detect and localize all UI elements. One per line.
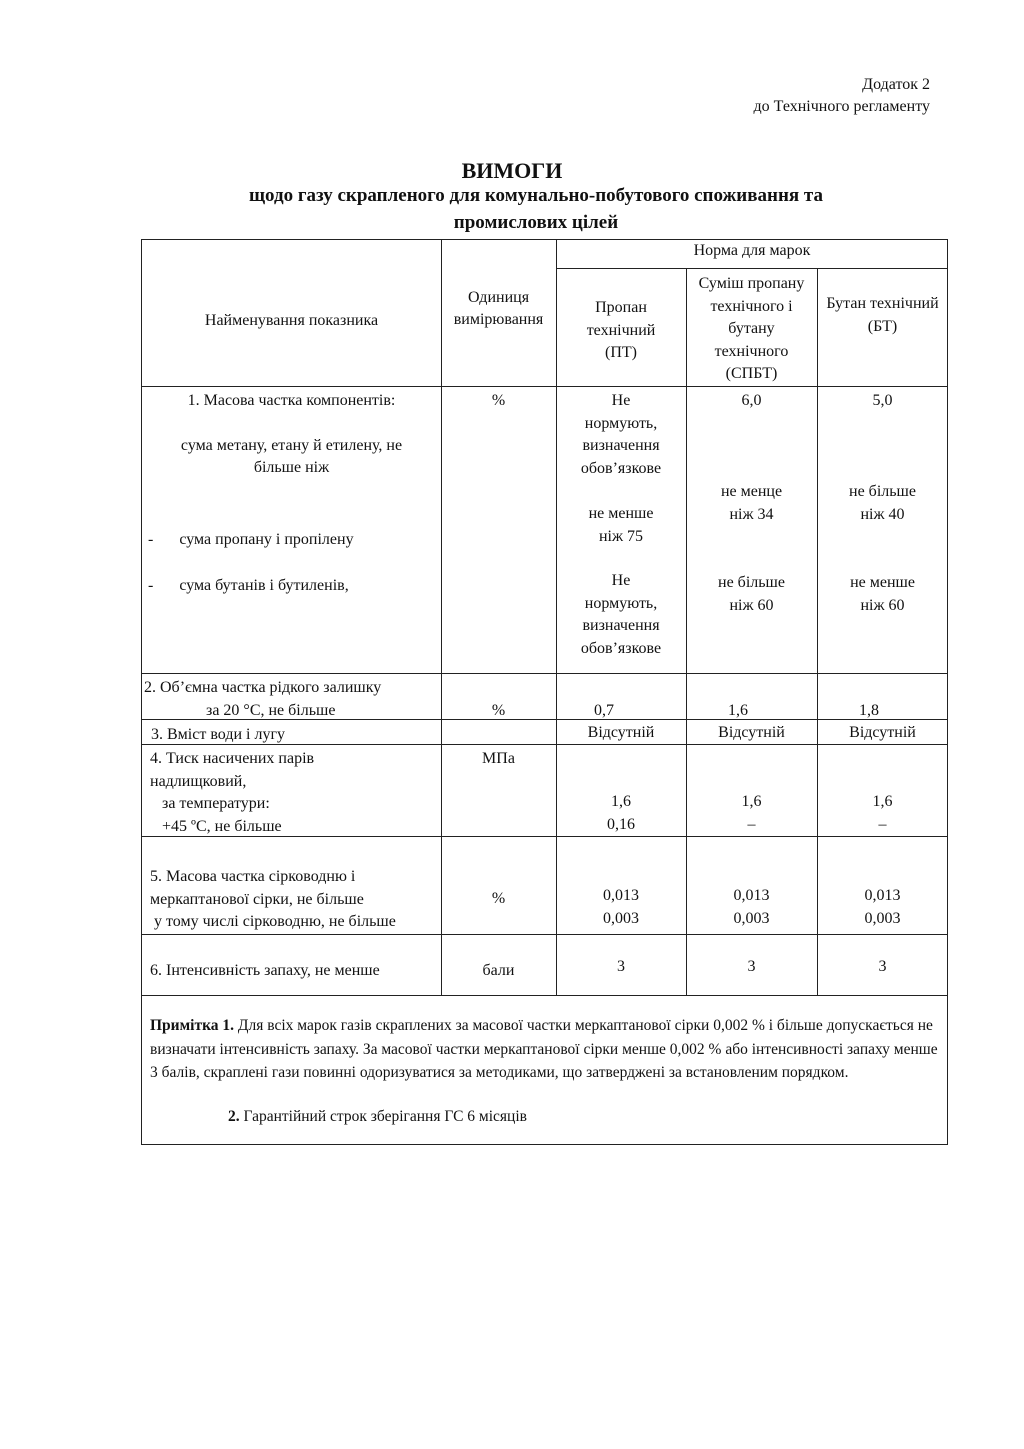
row-divider	[142, 995, 948, 996]
annex-line-2: до Технічного регламенту	[753, 98, 930, 115]
annex-line-1: Додаток 2	[862, 76, 930, 93]
row2-spbt: 1,6	[728, 702, 748, 719]
row4-unit: МПа	[482, 750, 515, 767]
row3-bt: Відсутній	[849, 724, 916, 741]
row1-sub1: - сума пропану і пропілену	[148, 531, 354, 548]
header-bt: Бутан технічний (БТ)	[826, 295, 939, 335]
row4-bt: 1,6 –	[872, 793, 893, 833]
row5-unit: %	[491, 890, 506, 907]
document-title: ВИМОГИ	[461, 158, 563, 183]
document-subtitle-line-1: щодо газу скрапленого для комунально-побутового споживання та	[249, 185, 823, 206]
row1-spbt-a: 6,0	[741, 392, 762, 409]
document-subtitle-line-2: промислових цілей	[453, 212, 619, 233]
header-name: Найменування показника	[204, 312, 379, 329]
row1-bt-a: 5,0	[872, 392, 893, 409]
note-2-text: Гарантійний строк зберігання ГС 6 місяців	[239, 1108, 527, 1125]
row1-pt: Не нормують, визначення обов’язкове не менше ніж 75 Не нормують, визначення обов’язкове	[580, 392, 662, 657]
note-2	[228, 1108, 527, 1126]
row1-bt-b: не більше ніж 40	[849, 483, 916, 523]
row1-name: 1. Масова частка компонентів: сума метану, етану й етилену, не більше ніж	[180, 392, 403, 476]
row6-bt: 3	[878, 958, 887, 975]
row5-bt: 0,013 0,003	[864, 887, 901, 927]
requirements-table	[141, 239, 948, 1145]
row2-pt: 0,7	[594, 702, 614, 719]
row6-pt: 3	[617, 958, 625, 975]
row1-unit: %	[491, 392, 506, 409]
header-norm-group: Норма для марок	[693, 242, 811, 259]
row6-unit: бали	[482, 962, 515, 979]
note-2-label: 2.	[228, 1108, 240, 1125]
row5-pt: 0,013 0,003	[603, 887, 639, 927]
note-1	[150, 1014, 940, 1085]
col-divider	[441, 240, 442, 996]
row5-spbt: 0,013 0,003	[733, 887, 770, 927]
row4-spbt: 1,6 –	[741, 793, 762, 833]
row4-pt: 1,6 0,16	[607, 793, 635, 833]
header-unit: Одиниця вимірювання	[453, 289, 544, 328]
row3-name: 3. Вміст води і лугу	[151, 726, 286, 743]
note-1-text: Для всіх марок газів скраплених за масової частки меркаптанової сірки 0,002 % і більше допускається не визначати інтенсивність запаху. За масової частки меркаптанової сірки менше 0,002 % або інтенсивності запаху менше 3 балів, скраплені гази повинні одоризуватися за методиками, що затверджені за встановленим порядком.	[150, 1017, 938, 1081]
row3-spbt: Відсутній	[718, 724, 785, 741]
row5-name: 5. Масова частка сірководню і меркаптанової сірки, не більше у тому числі сірководню, не більше	[150, 868, 396, 930]
row1-spbt-c: не більше ніж 60	[718, 574, 785, 614]
row1-bt-c: не менше ніж 60	[850, 574, 915, 614]
row6-spbt: 3	[747, 958, 756, 975]
annex-label	[754, 74, 930, 118]
row-divider	[142, 386, 948, 387]
row2-name: 2. Об’ємна частка рідкого залишку за 20 °С, не більше	[144, 679, 382, 719]
row2-bt: 1,8	[859, 702, 879, 719]
header-spbt: Суміш пропану технічного і бутану технічного (СПБТ)	[698, 275, 805, 382]
row2-unit: %	[491, 702, 506, 719]
row-divider	[142, 673, 948, 674]
row6-name: 6. Інтенсивність запаху, не менше	[150, 962, 380, 979]
row3-pt: Відсутній	[587, 724, 655, 741]
row-divider	[142, 934, 948, 935]
row1-sub2: - сума бутанів і бутиленів,	[148, 577, 349, 594]
row4-name: 4. Тиск насичених парів надлищковий, за температури: +45 ºС, не більше	[150, 750, 315, 835]
header-pt: Пропан технічний (ПТ)	[586, 299, 656, 361]
row1-spbt-b: не менце ніж 34	[720, 483, 783, 523]
row-divider	[556, 268, 948, 269]
note-1-label: Примітка 1.	[150, 1017, 235, 1034]
